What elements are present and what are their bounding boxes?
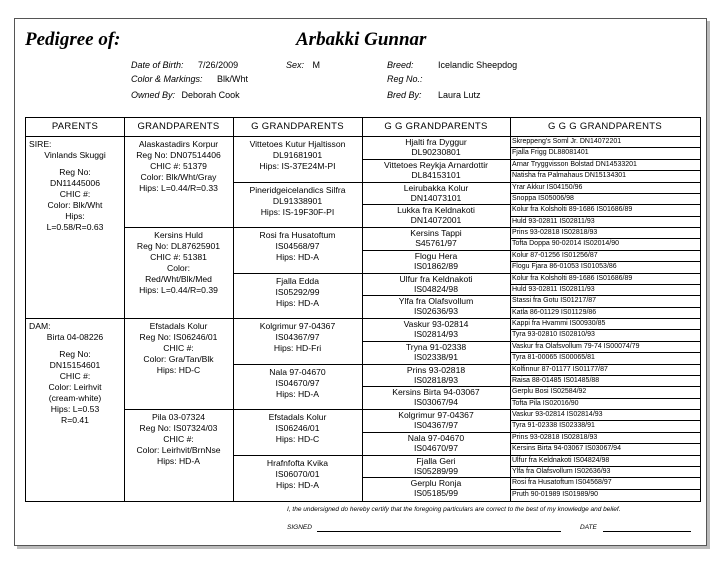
cell-line: Rosi fra Husatoftum: [259, 230, 336, 240]
parent-cell: [26, 319, 124, 501]
column-5: [510, 118, 700, 501]
cell-line: L=0.58/R=0.63: [46, 222, 104, 232]
cell-line: Efstadals Kolur: [268, 412, 327, 422]
cell-line: Hips: IS-37E24M-PI: [259, 161, 336, 171]
color-row: [131, 74, 248, 85]
cell-line: Red/Wht/Blk/Med: [145, 274, 212, 284]
dob-row: [131, 60, 238, 71]
ggg-grandparent-row: Yrar Akkur IS04150/96: [510, 183, 700, 194]
cell-line: Hips: L=0.44/R=0.33: [139, 183, 218, 193]
gg-reg: IS02338/91: [414, 351, 458, 362]
gg-name: Ylfa fra Olafsvollum: [398, 296, 474, 307]
cell-line: IS04670/97: [275, 377, 320, 388]
cell-content: [362, 456, 510, 476]
gg-grandparent-cell: [362, 387, 510, 410]
cell-line: IS04367/97: [275, 332, 320, 342]
cell-line: Color: Leirhvit: [48, 382, 102, 392]
cell-line: IS05292/99: [275, 286, 320, 297]
g-grandparent-cell: [233, 274, 362, 320]
g-grandparent-cell: [233, 319, 362, 365]
column-header: G G G GRANDPARENTS: [510, 118, 700, 137]
ggg-grandparent-row: Tyra 81-00065 IS00065/81: [510, 353, 700, 364]
grandparent-cell: [124, 228, 233, 319]
gg-grandparent-cell: [362, 342, 510, 365]
gg-grandparent-cell: [362, 365, 510, 388]
ggg-grandparent-row: Raisa 88-01485 IS01485/88: [510, 376, 700, 387]
gg-grandparent-cell: [362, 274, 510, 297]
cell-line: Fjalla Edda: [276, 275, 319, 286]
gg-reg: IS03067/94: [414, 397, 458, 408]
cell-line: Alaskastadirs Korpur: [138, 139, 219, 149]
column-header: G GRANDPARENTS: [233, 118, 362, 137]
column-1: [26, 118, 125, 501]
owned-label: Owned By:: [131, 90, 176, 100]
dob-label: Date of Birth:: [131, 60, 184, 70]
cell-line: Hips: HD-A: [276, 297, 319, 308]
cell-content: [233, 228, 362, 265]
cell-content: [362, 183, 510, 203]
cell-content: [362, 137, 510, 157]
cell-content: [362, 228, 510, 248]
ggg-grandparent-row: Prins 93-02818 IS02818/93: [510, 433, 700, 444]
gg-grandparent-cell: [362, 251, 510, 274]
cell-line: Hips: IS-19F30F-PI: [260, 206, 335, 217]
cell-line: Efstadals Kolur: [149, 321, 208, 331]
ggg-grandparent-row: Pruth 90-01989 IS01989/90: [512, 490, 599, 498]
cell-content: [362, 342, 510, 362]
cell-content: [362, 205, 510, 225]
gg-grandparent-cell: [362, 478, 510, 501]
cell-line: SIRE:: [29, 139, 52, 149]
date-line[interactable]: [603, 531, 691, 532]
cell-content: [233, 137, 362, 174]
gg-name: Leirubakka Kolur: [403, 182, 469, 193]
bred-label: Bred By:: [387, 90, 422, 100]
cell-line: Hrafnfofta Kvika: [266, 457, 329, 468]
ggg-grandparent-row: Natisha fra Palmahaus DN15134301: [510, 171, 700, 182]
cell-line: CHIC #:: [59, 189, 91, 199]
column-header: G G GRANDPARENTS: [362, 118, 510, 137]
gg-name: Lukka fra Keldnakoti: [397, 205, 475, 216]
ggg-grandparent-row: Kolur fra Kolsholti 89-1686 IS01686/89: [510, 205, 700, 216]
cell-line: R=0.41: [61, 415, 89, 425]
gg-name: Gerplu Ronja: [410, 478, 462, 489]
gg-name: Flogu Hera: [414, 250, 458, 261]
cell-line: Hips: HD-A: [276, 388, 319, 399]
cell-content: [124, 410, 233, 469]
cell-line: IS06070/01: [275, 468, 320, 479]
ggg-grandparent-row: Snoppa IS05006/98: [510, 194, 700, 205]
cell-line: IS06246/01: [275, 423, 320, 433]
cell-line: DL91338901: [272, 195, 323, 206]
ggg-grandparent-row: Kolfinnur 87-01177 IS01177/87: [510, 365, 700, 376]
gg-grandparent-cell: [362, 205, 510, 228]
cell-line: Vittetoes Kutur Hjaltisson: [249, 139, 346, 149]
reg-label: Reg No.:: [387, 74, 423, 84]
cell-line: Hips:: [65, 211, 85, 221]
color-value: Blk/Wht: [217, 74, 249, 84]
cell-content: [233, 365, 362, 402]
gg-name: Tryna 91-02338: [405, 341, 467, 352]
cell-line: Vinlands Skuggi: [44, 150, 106, 160]
column-header: PARENTS: [26, 118, 124, 137]
cell-line: Hips: HD-A: [276, 252, 319, 262]
gg-name: Vaskur 93-02814: [403, 319, 469, 329]
cell-line: Reg No: IS06246/01: [139, 332, 218, 342]
pedigree-page: [14, 18, 707, 546]
cell-content: [362, 433, 510, 453]
cell-content: [362, 160, 510, 180]
reg-row: [387, 74, 431, 85]
ggg-grandparent-row: Ylfa fra Olafsvollum IS02636/93: [510, 467, 700, 478]
ggg-grandparent-row: Vaskur 93-02814 IS02814/93: [510, 410, 700, 421]
gg-name: Kolgrimur 97-04367: [398, 410, 474, 420]
date-label: DATE: [580, 524, 597, 531]
cell-line: Color:: [167, 263, 190, 273]
gg-reg: S45761/97: [415, 238, 457, 248]
gg-reg: IS02814/93: [414, 329, 458, 339]
gg-name: Prins 93-02818: [406, 364, 466, 375]
cell-content: [362, 251, 510, 271]
color-label: Color & Markings:: [131, 74, 203, 84]
gg-name: Nala 97-04670: [407, 432, 465, 443]
cell-line: DN15154601: [49, 360, 101, 370]
ggg-grandparent-row: Gerplu Bosi IS02584/92: [510, 387, 700, 398]
gg-reg: IS04367/97: [414, 420, 458, 430]
cell-content: [362, 296, 510, 316]
cell-line: Reg No:: [59, 167, 91, 177]
breeder-value: Laura Lutz: [438, 90, 481, 100]
cell-content: [124, 319, 233, 378]
cell-line: Hips: L=0.53: [50, 404, 100, 414]
ggg-grandparent-row: Prins 93-02818 IS02818/93: [510, 228, 700, 239]
ggg-grandparent-row: Kolur 87-01256 IS01256/87: [510, 251, 700, 262]
ggg-grandparent-row: Katla 86-01129 IS01129/86: [510, 308, 700, 319]
cell-content: [26, 137, 124, 235]
ggg-grandparent-row: Tyra 93-02810 IS02810/93: [510, 330, 700, 341]
sex-value: M: [312, 60, 321, 70]
ggg-grandparent-row: Fjalla Frigg DL88081401: [510, 148, 700, 159]
gg-grandparent-cell: [362, 228, 510, 251]
cell-line: Reg No: DN07514406: [136, 150, 221, 160]
cell-content: [233, 319, 362, 356]
cell-content: [233, 456, 362, 493]
cell-line: Reg No: IS07324/03: [139, 423, 218, 433]
gg-grandparent-cell: [362, 433, 510, 456]
ggg-grandparent-row: Skreppeng's Soml Jr. DN14072201: [510, 137, 700, 148]
dob-value: 7/26/2009: [198, 60, 239, 70]
g-grandparent-cell: [233, 183, 362, 229]
gg-name: Ulfur fra Keldnakoti: [399, 273, 473, 284]
cell-line: Pila 03-07324: [151, 412, 206, 422]
cell-line: Color: Gra/Tan/Blk: [143, 354, 214, 364]
pedigree-table: [25, 117, 701, 502]
cell-line: Hips: HD-C: [275, 434, 320, 444]
cell-line: DN11445006: [49, 178, 100, 188]
ggg-grandparent-row: Ulfur fra Keldnakoti IS04824/98: [510, 456, 700, 467]
gg-reg: DN14073101: [410, 192, 462, 203]
cell-line: Color: Blk/Wht: [47, 200, 103, 210]
gg-grandparent-cell: [362, 410, 510, 433]
gg-grandparent-cell: [362, 160, 510, 183]
cell-line: CHIC #:: [163, 434, 194, 444]
sex-label: Sex:: [286, 60, 305, 70]
certification-text: I, the undersigned do hereby certify that the foregoing particulars are correct to the best of my knowledge and belief.: [287, 506, 621, 513]
dog-name: Arbakki Gunnar: [296, 29, 427, 50]
cell-content: [362, 478, 510, 498]
ggg-grandparent-row: Rosi fra Husatoftum IS04568/97: [510, 478, 700, 489]
pedigree-title: Pedigree of:: [25, 29, 121, 50]
cell-line: Pineridgeicelandics Silfra: [249, 184, 346, 195]
cell-content: [362, 319, 510, 339]
cell-content: [124, 228, 233, 298]
sex-row: [286, 60, 320, 71]
grandparent-cell: [124, 137, 233, 228]
gg-name: Fjalla Geri: [416, 455, 456, 466]
gg-grandparent-cell: [362, 296, 510, 319]
cell-line: Hips: HD-A: [157, 456, 200, 466]
cell-line: IS04568/97: [275, 241, 320, 251]
cell-line: CHIC #: 51381: [150, 252, 207, 262]
gg-grandparent-cell: [362, 456, 510, 479]
cell-line: Kersins Huld: [154, 230, 203, 240]
gg-grandparent-cell: [362, 137, 510, 160]
g-grandparent-cell: [233, 410, 362, 456]
cell-line: Hips: HD-C: [156, 365, 201, 375]
ggg-grandparent-row: Huld 93-02811 IS02811/93: [510, 285, 700, 296]
gg-name: Hjalti fra Dyggur: [405, 137, 467, 147]
signature-line[interactable]: [317, 531, 561, 532]
ggg-grandparent-row: Vaskur fra Olafsvollum 79-74 IS00074/79: [510, 342, 700, 353]
ggg-grandparent-row: Huld 93-02811 IS02811/93: [510, 217, 700, 228]
gg-reg: IS05289/99: [414, 465, 458, 476]
gg-grandparent-cell: [362, 183, 510, 206]
gg-name: Kersins Birta 94-03067: [392, 387, 480, 398]
cell-line: Reg No: DL87625901: [136, 241, 221, 251]
cell-line: Nala 97-04670: [269, 366, 326, 377]
owned-row: [131, 90, 240, 101]
ggg-grandparent-row: Kappi fra Hvammi IS00930/85: [510, 319, 700, 330]
grandparent-cell: [124, 319, 233, 410]
grandparent-cell: [124, 410, 233, 501]
gg-reg: DN14072001: [410, 215, 462, 226]
cell-line: CHIC #:: [59, 371, 91, 381]
cell-content: [362, 365, 510, 385]
cell-content: [233, 410, 362, 447]
column-header: GRANDPARENTS: [124, 118, 233, 137]
gg-reg: IS02818/93: [414, 374, 458, 385]
cell-line: (cream-white): [48, 393, 102, 403]
cell-line: Birta 04-08226: [46, 332, 104, 342]
cell-content: [233, 183, 362, 220]
cell-line: Color: Blk/Wht/Gray: [140, 172, 217, 182]
cell-content: [124, 137, 233, 196]
breed-label: Breed:: [387, 60, 414, 70]
gg-grandparent-cell: [362, 319, 510, 342]
gg-reg: IS02636/93: [414, 306, 458, 317]
cell-line: DAM:: [29, 321, 51, 331]
gg-reg: IS04670/97: [414, 442, 458, 453]
ggg-grandparent-row: Kolur fra Kolsholti 89-1686 IS01686/89: [510, 274, 700, 285]
cell-line: Hips: HD-Fri: [273, 343, 322, 353]
g-grandparent-cell: [233, 456, 362, 502]
gg-name: Kersins Tappi: [410, 228, 462, 238]
cell-line: CHIC #:: [163, 343, 194, 353]
gg-reg: DL90230801: [411, 147, 461, 157]
bred-row: [387, 90, 481, 101]
cell-content: [233, 274, 362, 311]
ggg-grandparent-row: Arnar Tryggvisson Bolstad DN14533201: [510, 160, 700, 171]
ggg-grandparent-row: Stassi fra Gotu IS01217/87: [510, 296, 700, 307]
cell-line: Color: Leirhvit/BrnNse: [136, 445, 221, 455]
cell-content: [362, 387, 510, 407]
gg-name: Vittetoes Reykja Arnardottir: [384, 159, 488, 170]
cell-line: Hips: L=0.44/R=0.39: [139, 285, 218, 295]
gg-reg: IS04824/98: [414, 283, 458, 294]
cell-content: [362, 410, 510, 430]
gg-reg: IS01862/89: [414, 260, 458, 271]
column-4: [362, 118, 511, 501]
cell-line: DL91681901: [272, 150, 323, 160]
g-grandparent-cell: [233, 365, 362, 411]
column-2: [124, 118, 234, 501]
g-grandparent-cell: [233, 228, 362, 274]
cell-content: [362, 274, 510, 294]
ggg-grandparent-row: Kersins Birta 94-03067 IS03067/94: [510, 444, 700, 455]
cell-line: CHIC #: 51379: [150, 161, 207, 171]
gg-reg: IS05185/99: [414, 488, 458, 499]
ggg-grandparent-row: Flogu Fjara 86-01053 IS01053/86: [510, 262, 700, 273]
parent-cell: [26, 137, 124, 319]
column-3: [233, 118, 363, 501]
ggg-grandparent-row: Tofta Pila IS02016/90: [510, 399, 700, 410]
owner-value: Deborah Cook: [181, 90, 240, 100]
ggg-grandparent-row: Tofta Doppa 90-02014 IS02014/90: [510, 239, 700, 250]
g-grandparent-cell: [233, 137, 362, 183]
gg-reg: DL84153101: [411, 169, 461, 180]
breed-value: Icelandic Sheepdog: [438, 60, 518, 70]
cell-line: Hips: HD-A: [276, 479, 319, 490]
ggg-grandparent-row: Tyra 91-02338 IS02338/91: [510, 421, 700, 432]
cell-line: Kolgrimur 97-04367: [259, 321, 336, 331]
cell-line: Reg No:: [59, 349, 91, 359]
cell-content: [26, 319, 124, 428]
breed-row: [387, 60, 517, 71]
signed-label: SIGNED: [287, 524, 312, 531]
